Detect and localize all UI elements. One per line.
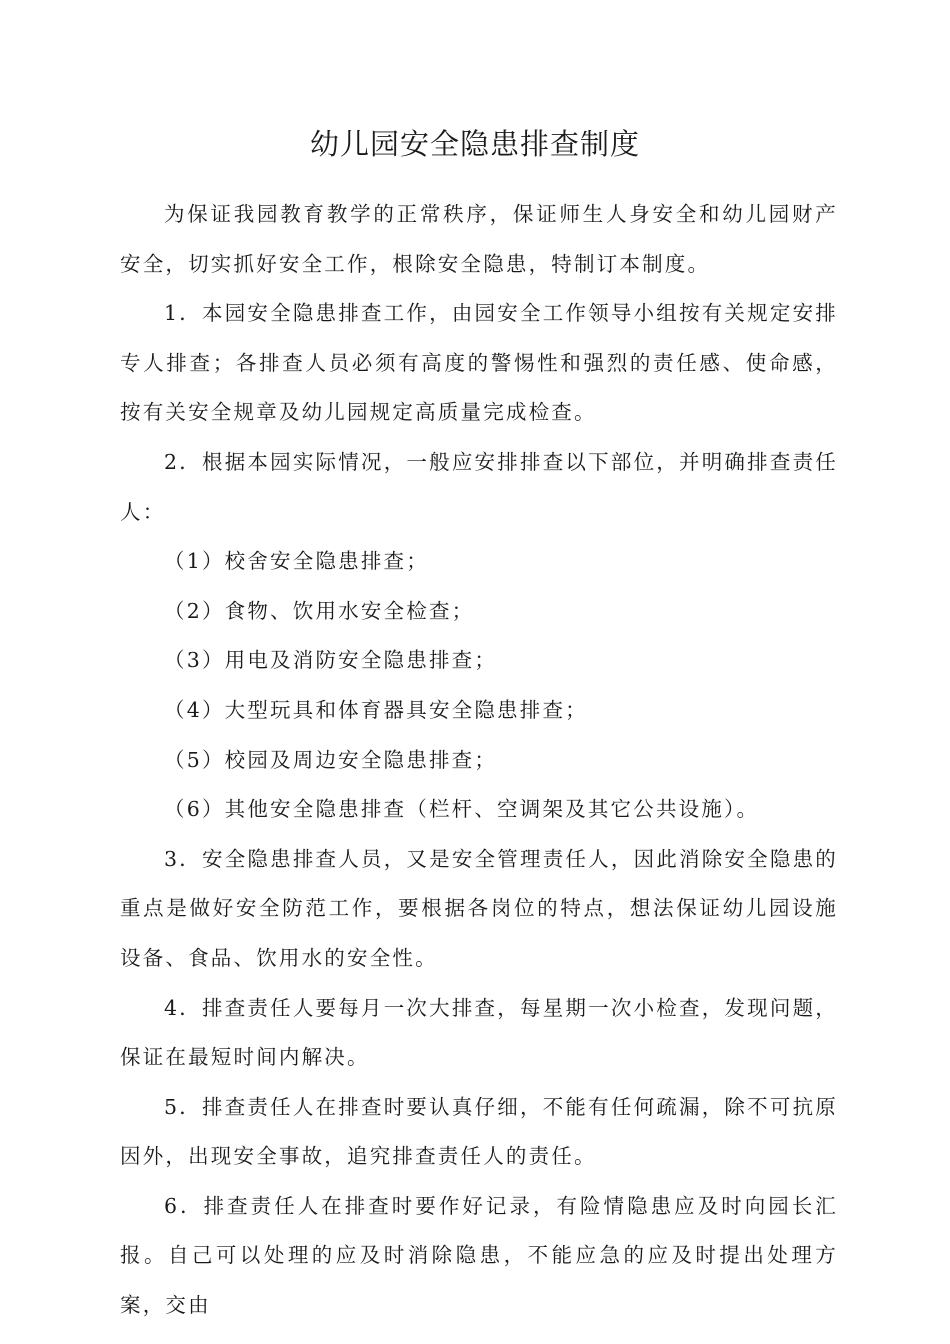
clause-5-paragraph: 5．排查责任人在排查时要认真仔细，不能有任何疏漏，除不可抗原因外，出现安全事故，追究排查责任人的责任。	[120, 1094, 838, 1169]
list-item: （6）其他安全隐患排查（栏杆、空调架及其它公共设施）。	[164, 797, 760, 822]
intro-paragraph: 为保证我园教育教学的正常秩序，保证师生人身安全和幼儿园财产安全，切实抓好安全工作，根除安全隐患，特制订本制度。	[120, 202, 838, 276]
list-item: （5）校园及周边安全隐患排查；	[164, 747, 498, 772]
list-item: （2）食物、饮用水安全检查；	[164, 598, 475, 623]
list-item: （1）校舍安全隐患排查；	[164, 549, 429, 574]
clause-3-paragraph: 3．安全隐患排查人员，又是安全管理责任人，因此消除安全隐患的重点是做好安全防范工作，要根据各岗位的特点，想法保证幼儿园设施设备、食品、饮用水的安全性。	[120, 846, 838, 970]
clause-4-paragraph: 4．排查责任人要每月一次大排查，每星期一次小检查，发现问题，保证在最短时间内解决。	[120, 995, 838, 1070]
clause-2-paragraph: 2．根据本园实际情况，一般应安排排查以下部位，并明确排查责任人：	[120, 449, 838, 524]
clause-1-paragraph: 1．本园安全隐患排查工作，由园安全工作领导小组按有关规定安排专人排查；各排查人员必须有高度的警惕性和强烈的责任感、使命感，按有关安全规章及幼儿园规定高质量完成检查。	[120, 301, 838, 425]
document-title: 幼儿园安全隐患排查制度	[309, 127, 640, 161]
document-body	[120, 190, 838, 1331]
clause-6-paragraph: 6．排查责任人在排查时要作好记录，有险情隐患应及时向园长汇报。自己可以处理的应及时消除隐患，不能应急的应及时提出处理方案，交由	[120, 1193, 838, 1318]
list-item: （3）用电及消防安全隐患排查；	[164, 648, 498, 673]
list-item: （4）大型玩具和体育器具安全隐患排查；	[164, 697, 588, 722]
